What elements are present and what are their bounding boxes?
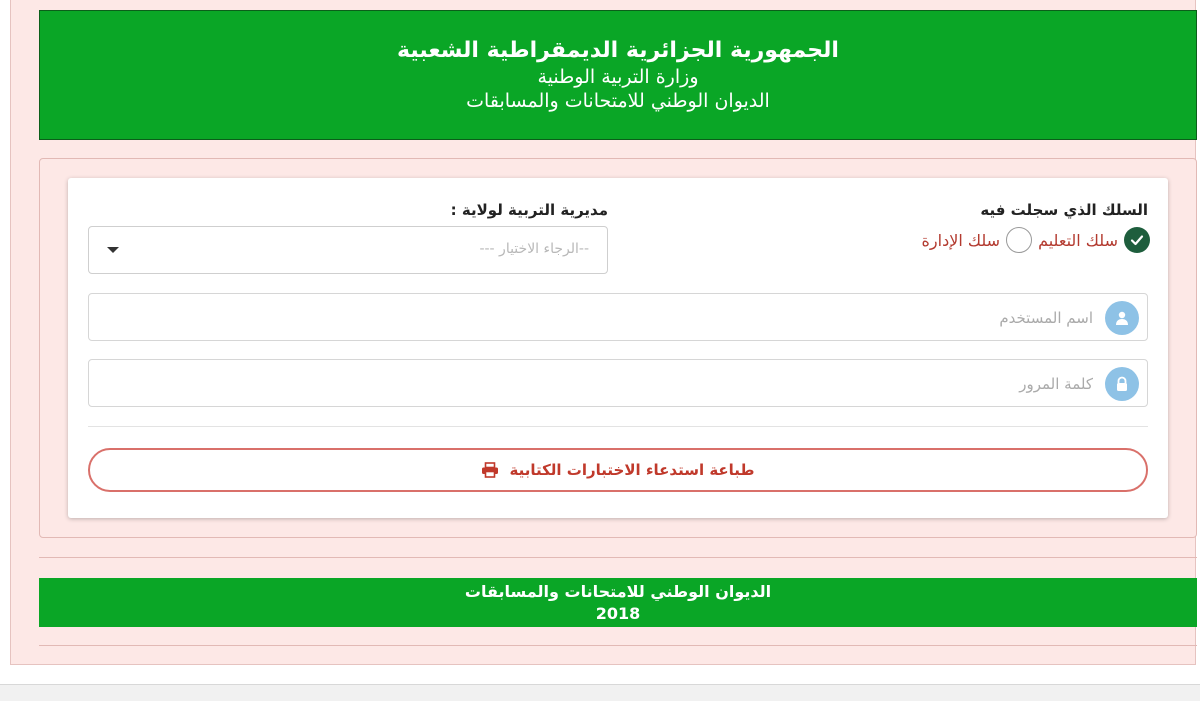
corps-radio-group [918, 227, 1150, 253]
header-republic: الجمهورية الجزائرية الديمقراطية الشعبية [397, 38, 839, 63]
username-input[interactable] [191, 304, 1095, 332]
radio-administration-label[interactable]: سلك الإدارة [921, 230, 1001, 250]
footer-office: الديوان الوطني للامتحانات والمسابقات [464, 581, 772, 601]
lock-icon [1105, 367, 1139, 401]
corps-label: السلك الذي سجلت فيه [980, 201, 1148, 219]
form-divider [88, 426, 1148, 427]
print-button-label: طباعة استدعاء الاختبارات الكتابية [509, 461, 755, 479]
radio-administration[interactable] [1006, 227, 1032, 253]
footer-year: 2018 [595, 603, 641, 623]
password-input[interactable] [191, 370, 1095, 398]
caret-down-icon [107, 247, 119, 253]
printer-icon [481, 462, 499, 478]
user-icon [1105, 301, 1139, 335]
bottom-scroll-area [0, 684, 1200, 701]
username-field[interactable] [88, 293, 1148, 341]
check-icon [1130, 233, 1144, 247]
password-field[interactable] [88, 359, 1148, 407]
directorate-placeholder: --الرجاء الاختيار --- [479, 241, 589, 257]
print-convocation-button[interactable] [88, 448, 1148, 492]
separator-bottom [39, 645, 1197, 646]
login-card [68, 178, 1168, 518]
site-header [39, 10, 1197, 140]
directorate-select[interactable] [88, 226, 608, 274]
radio-teaching-label[interactable]: سلك التعليم [1038, 230, 1118, 250]
header-ministry: وزارة التربية الوطنية [537, 66, 699, 88]
header-office: الديوان الوطني للامتحانات والمسابقات [466, 90, 770, 112]
radio-teaching[interactable] [1124, 227, 1150, 253]
separator-top [39, 557, 1197, 558]
directorate-label: مديرية التربية لولاية : [450, 201, 608, 219]
site-footer [39, 578, 1197, 627]
